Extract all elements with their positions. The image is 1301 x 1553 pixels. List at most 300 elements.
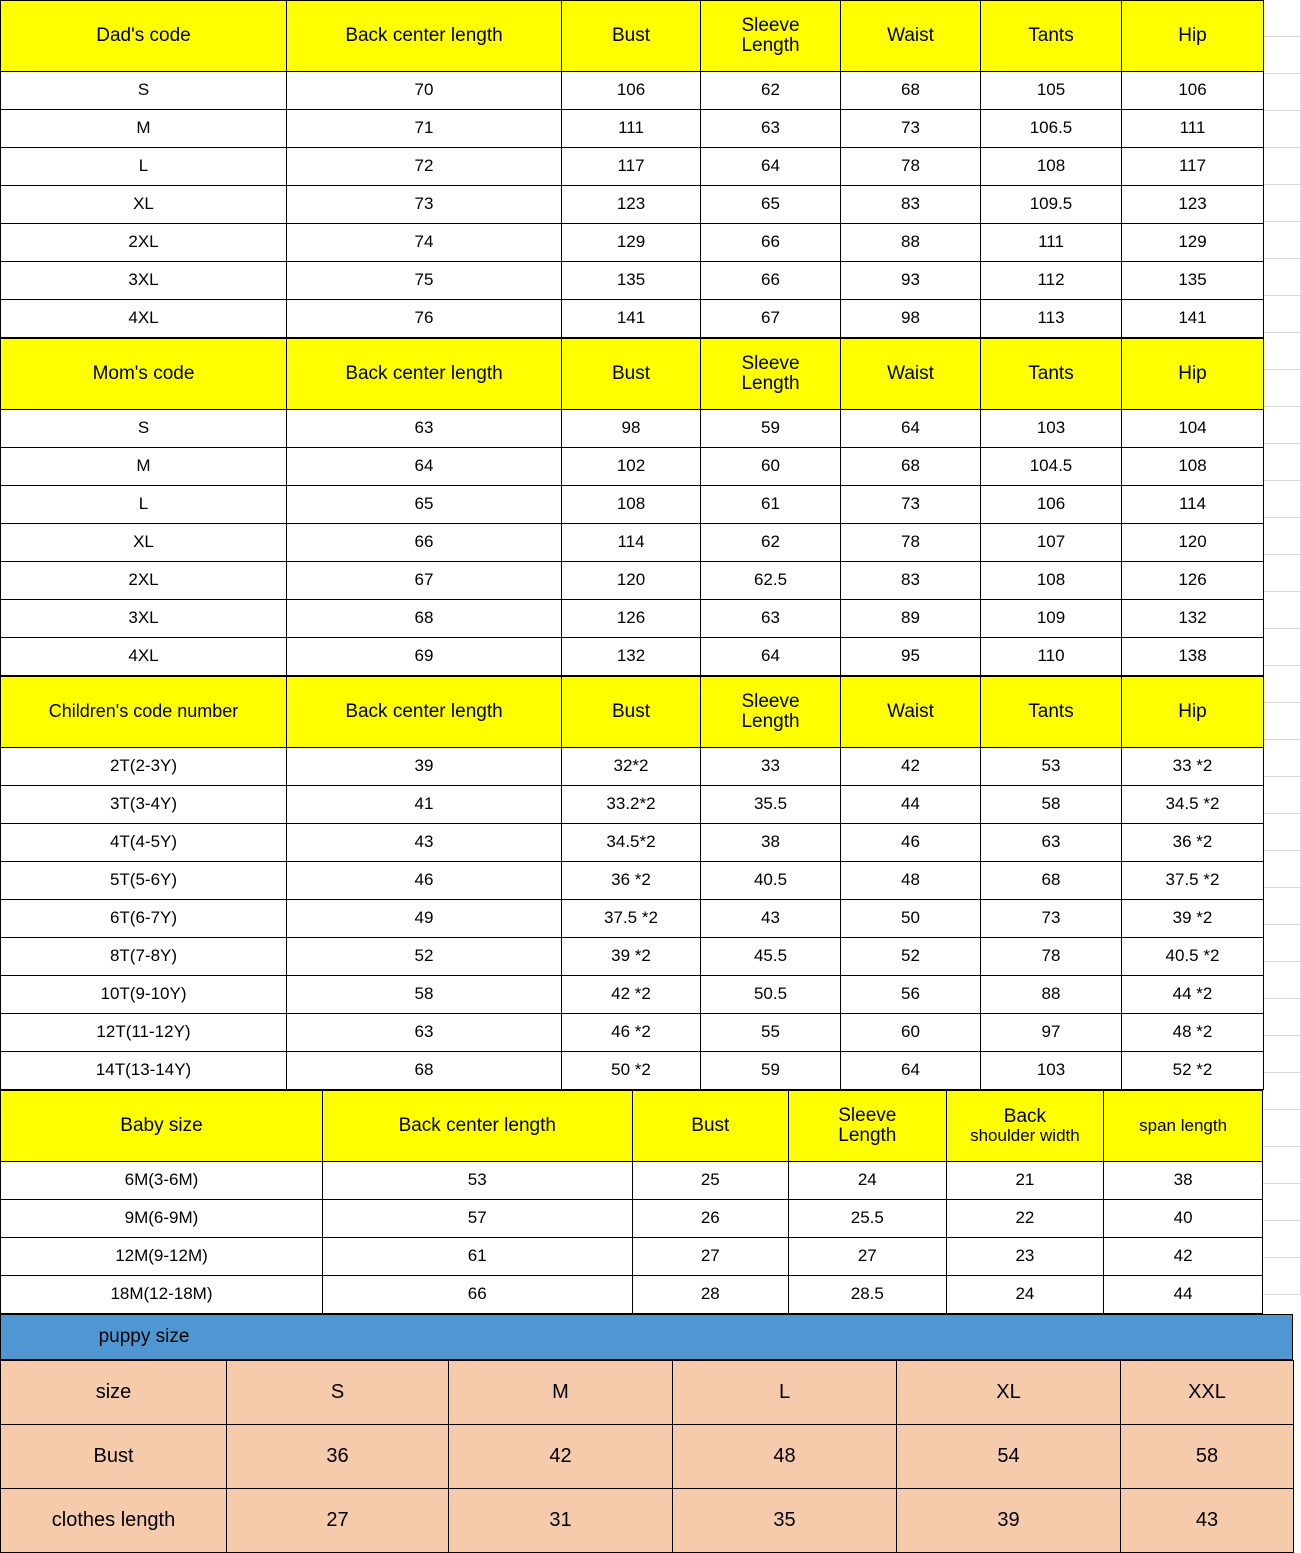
cell-value: 107 [981,524,1122,562]
row-label: 4T(4-5Y) [1,824,287,862]
dad-header-row [1,1,1264,72]
cell-value: 65 [287,486,562,524]
empty-grid-cell [1263,1221,1301,1258]
cell-value: 25 [632,1162,788,1200]
cell-value: 66 [701,224,841,262]
cell-value: 83 [841,186,981,224]
row-label: 6M(3-6M) [1,1162,323,1200]
cell-value: 52 *2 [1122,1052,1264,1090]
table-row [1,300,1264,338]
cell-value: 39 *2 [1122,900,1264,938]
cell-value: 44 [841,786,981,824]
puppy-cell-value: 43 [1121,1489,1294,1553]
puppy-cell-value: XXL [1121,1361,1294,1425]
cell-value: 42 *2 [562,976,701,1014]
puppy-table-row [1,1425,1294,1489]
column-header: Sleeve Length [701,339,841,410]
puppy-table-row [1,1489,1294,1553]
cell-value: 141 [1122,300,1264,338]
column-header: Hip [1122,339,1264,410]
cell-value: 78 [841,524,981,562]
empty-grid-cell [1263,1110,1301,1147]
cell-value: 38 [1104,1162,1263,1200]
row-label: S [1,410,287,448]
column-header: Sleeve Length [789,1091,947,1162]
cell-value: 61 [701,486,841,524]
empty-grid-cell [1263,1258,1301,1295]
empty-grid-cell [1263,518,1301,555]
cell-value: 117 [562,148,701,186]
cell-value: 111 [562,110,701,148]
puppy-cell-value: XL [897,1361,1121,1425]
cell-value: 73 [287,186,562,224]
puppy-size-label: puppy size [98,1326,190,1347]
row-label: 6T(6-7Y) [1,900,287,938]
row-label: 9M(6-9M) [1,1200,323,1238]
cell-value: 138 [1122,638,1264,676]
empty-grid-cell [1263,74,1301,111]
empty-grid-cell [1263,1036,1301,1073]
cell-value: 126 [562,600,701,638]
row-label: 18M(12-18M) [1,1276,323,1314]
empty-grid-cell [1263,407,1301,444]
empty-grid-cell [1263,370,1301,407]
cell-value: 39 [287,748,562,786]
cell-value: 64 [701,148,841,186]
empty-grid-cell [1263,555,1301,592]
empty-grid-cell [1263,481,1301,518]
table-row [1,1238,1263,1276]
empty-grid-cell [1263,259,1301,296]
puppy-size-table-wrap [0,1360,1293,1553]
puppy-cell-value: 31 [449,1489,673,1553]
cell-value: 39 *2 [562,938,701,976]
cell-value: 21 [946,1162,1104,1200]
cell-value: 46 [287,862,562,900]
cell-value: 42 [841,748,981,786]
cell-value: 63 [287,410,562,448]
cell-value: 24 [789,1162,947,1200]
table-row [1,448,1264,486]
row-label: 8T(7-8Y) [1,938,287,976]
cell-value: 59 [701,1052,841,1090]
cell-value: 102 [562,448,701,486]
cell-value: 26 [632,1200,788,1238]
cell-value: 48 *2 [1122,1014,1264,1052]
column-header: Children's code number [1,677,287,748]
cell-value: 40.5 [701,862,841,900]
column-header: Back center length [287,677,562,748]
cell-value: 62 [701,524,841,562]
table-row [1,976,1264,1014]
cell-value: 24 [946,1276,1104,1314]
cell-value: 106.5 [981,110,1122,148]
cell-value: 108 [981,148,1122,186]
cell-value: 52 [287,938,562,976]
puppy-cell-value: 54 [897,1425,1121,1489]
cell-value: 68 [981,862,1122,900]
cell-value: 113 [981,300,1122,338]
table-row [1,524,1264,562]
children-header-row [1,677,1264,748]
row-label: 12T(11-12Y) [1,1014,287,1052]
cell-value: 25.5 [789,1200,947,1238]
cell-value: 120 [562,562,701,600]
cell-value: 64 [841,1052,981,1090]
cell-value: 78 [841,148,981,186]
empty-grid-cell [1263,333,1301,370]
cell-value: 42 [1104,1238,1263,1276]
cell-value: 37.5 *2 [1122,862,1264,900]
cell-value: 34.5 *2 [1122,786,1264,824]
cell-value: 66 [701,262,841,300]
column-header: Back center length [322,1091,632,1162]
cell-value: 109.5 [981,186,1122,224]
cell-value: 123 [1122,186,1264,224]
table-row [1,748,1264,786]
puppy-cell-value: 36 [227,1425,449,1489]
row-label: 4XL [1,300,287,338]
cell-value: 71 [287,110,562,148]
table-row [1,486,1264,524]
puppy-cell-value: S [227,1361,449,1425]
cell-value: 129 [562,224,701,262]
cell-value: 64 [841,410,981,448]
empty-grid-cell [1263,1073,1301,1110]
puppy-cell-value: 39 [897,1489,1121,1553]
column-header: Waist [841,339,981,410]
cell-value: 44 [1104,1276,1263,1314]
cell-value: 68 [841,448,981,486]
cell-value: 63 [287,1014,562,1052]
cell-value: 41 [287,786,562,824]
cell-value: 43 [287,824,562,862]
column-header: Dad's code [1,1,287,72]
cell-value: 45.5 [701,938,841,976]
cell-value: 56 [841,976,981,1014]
cell-value: 68 [841,72,981,110]
puppy-table-row [1,1361,1294,1425]
puppy-cell-value: 35 [673,1489,897,1553]
table-row [1,224,1264,262]
cell-value: 98 [562,410,701,448]
row-label: 3T(3-4Y) [1,786,287,824]
table-row [1,1014,1264,1052]
empty-grid-cell [1263,185,1301,222]
column-header: Sleeve Length [701,1,841,72]
cell-value: 112 [981,262,1122,300]
table-row [1,186,1264,224]
cell-value: 58 [287,976,562,1014]
cell-value: 63 [981,824,1122,862]
empty-grid-cell [1263,296,1301,333]
cell-value: 117 [1122,148,1264,186]
cell-value: 120 [1122,524,1264,562]
empty-grid-cell [1263,592,1301,629]
row-label: M [1,448,287,486]
cell-value: 76 [287,300,562,338]
cell-value: 32*2 [562,748,701,786]
cell-value: 50 [841,900,981,938]
row-label: 5T(5-6Y) [1,862,287,900]
cell-value: 34.5*2 [562,824,701,862]
cell-value: 46 [841,824,981,862]
cell-value: 23 [946,1238,1104,1276]
cell-value: 35.5 [701,786,841,824]
puppy-size-banner [0,1314,1293,1360]
cell-value: 75 [287,262,562,300]
empty-grid-cell [1263,37,1301,74]
cell-value: 68 [287,600,562,638]
column-header: Back center length [287,1,562,72]
cell-value: 63 [701,600,841,638]
row-label: 14T(13-14Y) [1,1052,287,1090]
children-size-table [0,676,1264,1090]
empty-grid-cell [1263,814,1301,851]
cell-value: 88 [981,976,1122,1014]
empty-grid-cell [1263,148,1301,185]
empty-grid-cell [1263,666,1301,703]
empty-grid-cell [1263,703,1301,740]
puppy-cell-value: 58 [1121,1425,1294,1489]
cell-value: 22 [946,1200,1104,1238]
row-label: 3XL [1,600,287,638]
empty-grid-cell [1263,962,1301,999]
cell-value: 135 [1122,262,1264,300]
cell-value: 89 [841,600,981,638]
empty-grid-cell [1263,851,1301,888]
cell-value: 33 [701,748,841,786]
cell-value: 53 [981,748,1122,786]
column-header: Tants [981,677,1122,748]
cell-value: 33 *2 [1122,748,1264,786]
table-row [1,1052,1264,1090]
cell-value: 141 [562,300,701,338]
cell-value: 106 [981,486,1122,524]
cell-value: 73 [841,486,981,524]
cell-value: 63 [701,110,841,148]
empty-grid-cell [1263,777,1301,814]
column-header: Bust [562,339,701,410]
cell-value: 66 [322,1276,632,1314]
row-label: 2T(2-3Y) [1,748,287,786]
row-label: M [1,110,287,148]
cell-value: 62.5 [701,562,841,600]
cell-value: 104 [1122,410,1264,448]
row-label: 12M(9-12M) [1,1238,323,1276]
cell-value: 33.2*2 [562,786,701,824]
puppy-cell-value: 48 [673,1425,897,1489]
cell-value: 27 [632,1238,788,1276]
row-label: 3XL [1,262,287,300]
table-row [1,110,1264,148]
cell-value: 108 [1122,448,1264,486]
empty-grid-cell [1263,0,1301,37]
baby-header-row [1,1091,1263,1162]
row-label: XL [1,524,287,562]
table-row [1,1200,1263,1238]
cell-value: 114 [562,524,701,562]
empty-grid-cell [1263,1147,1301,1184]
empty-grid-cell [1263,740,1301,777]
cell-value: 67 [287,562,562,600]
empty-grid-cell [1263,111,1301,148]
cell-value: 38 [701,824,841,862]
column-header: Hip [1122,1,1264,72]
cell-value: 36 *2 [1122,824,1264,862]
table-row [1,862,1264,900]
cell-value: 37.5 *2 [562,900,701,938]
cell-value: 67 [701,300,841,338]
cell-value: 93 [841,262,981,300]
cell-value: 69 [287,638,562,676]
puppy-cell-value: 42 [449,1425,673,1489]
column-header: Hip [1122,677,1264,748]
cell-value: 106 [1122,72,1264,110]
table-row [1,600,1264,638]
row-label: S [1,72,287,110]
cell-value: 74 [287,224,562,262]
cell-value: 88 [841,224,981,262]
column-header: Bust [562,677,701,748]
table-row [1,562,1264,600]
cell-value: 64 [287,448,562,486]
cell-value: 132 [1122,600,1264,638]
table-row [1,786,1264,824]
cell-value: 57 [322,1200,632,1238]
cell-value: 46 *2 [562,1014,701,1052]
cell-value: 62 [701,72,841,110]
cell-value: 60 [841,1014,981,1052]
cell-value: 59 [701,410,841,448]
cell-value: 111 [1122,110,1264,148]
table-row [1,1162,1263,1200]
puppy-size-table [0,1360,1294,1553]
column-header: Waist [841,677,981,748]
cell-value: 123 [562,186,701,224]
cell-value: 27 [789,1238,947,1276]
cell-value: 83 [841,562,981,600]
empty-grid-cell [1263,999,1301,1036]
cell-value: 95 [841,638,981,676]
row-label: 4XL [1,638,287,676]
empty-grid-cell [1263,1184,1301,1221]
empty-grid-cell [1263,925,1301,962]
row-label: L [1,486,287,524]
column-header: Baby size [1,1091,323,1162]
cell-value: 110 [981,638,1122,676]
cell-value: 60 [701,448,841,486]
table-row [1,72,1264,110]
cell-value: 135 [562,262,701,300]
puppy-cell-value: 27 [227,1489,449,1553]
table-row [1,824,1264,862]
column-header: Mom's code [1,339,287,410]
row-label: 2XL [1,224,287,262]
cell-value: 72 [287,148,562,186]
empty-grid-cell [1263,629,1301,666]
table-row [1,1276,1263,1314]
cell-value: 114 [1122,486,1264,524]
cell-value: 40.5 *2 [1122,938,1264,976]
cell-value: 104.5 [981,448,1122,486]
cell-value: 108 [562,486,701,524]
cell-value: 50.5 [701,976,841,1014]
cell-value: 103 [981,1052,1122,1090]
cell-value: 97 [981,1014,1122,1052]
column-header: span length [1104,1091,1263,1162]
cell-value: 105 [981,72,1122,110]
column-header: Bust [562,1,701,72]
row-label: L [1,148,287,186]
row-label: XL [1,186,287,224]
puppy-row-label: size [1,1361,227,1425]
cell-value: 111 [981,224,1122,262]
cell-value: 66 [287,524,562,562]
dad-size-table [0,0,1264,338]
puppy-cell-value: L [673,1361,897,1425]
cell-value: 49 [287,900,562,938]
cell-value: 58 [981,786,1122,824]
mom-header-row [1,339,1264,410]
table-row [1,410,1264,448]
mom-size-table [0,338,1264,676]
cell-value: 109 [981,600,1122,638]
cell-value: 98 [841,300,981,338]
cell-value: 48 [841,862,981,900]
cell-value: 53 [322,1162,632,1200]
row-label: 2XL [1,562,287,600]
cell-value: 106 [562,72,701,110]
cell-value: 126 [1122,562,1264,600]
cell-value: 52 [841,938,981,976]
baby-size-table [0,1090,1263,1314]
cell-value: 103 [981,410,1122,448]
cell-value: 108 [981,562,1122,600]
puppy-row-label: clothes length [1,1489,227,1553]
cell-value: 40 [1104,1200,1263,1238]
cell-value: 73 [841,110,981,148]
cell-value: 28 [632,1276,788,1314]
table-row [1,938,1264,976]
cell-value: 44 *2 [1122,976,1264,1014]
column-header: Tants [981,1,1122,72]
table-row [1,148,1264,186]
column-header: Bust [632,1091,788,1162]
column-header: Back center length [287,339,562,410]
cell-value: 36 *2 [562,862,701,900]
table-row [1,900,1264,938]
cell-value: 43 [701,900,841,938]
cell-value: 64 [701,638,841,676]
cell-value: 50 *2 [562,1052,701,1090]
table-row [1,262,1264,300]
table-row [1,638,1264,676]
cell-value: 68 [287,1052,562,1090]
cell-value: 78 [981,938,1122,976]
column-header: Waist [841,1,981,72]
cell-value: 61 [322,1238,632,1276]
empty-grid-cell [1263,222,1301,259]
cell-value: 129 [1122,224,1264,262]
empty-grid-cell [1263,444,1301,481]
row-label: 10T(9-10Y) [1,976,287,1014]
cell-value: 65 [701,186,841,224]
cell-value: 70 [287,72,562,110]
column-header: Tants [981,339,1122,410]
cell-value: 132 [562,638,701,676]
cell-value: 28.5 [789,1276,947,1314]
